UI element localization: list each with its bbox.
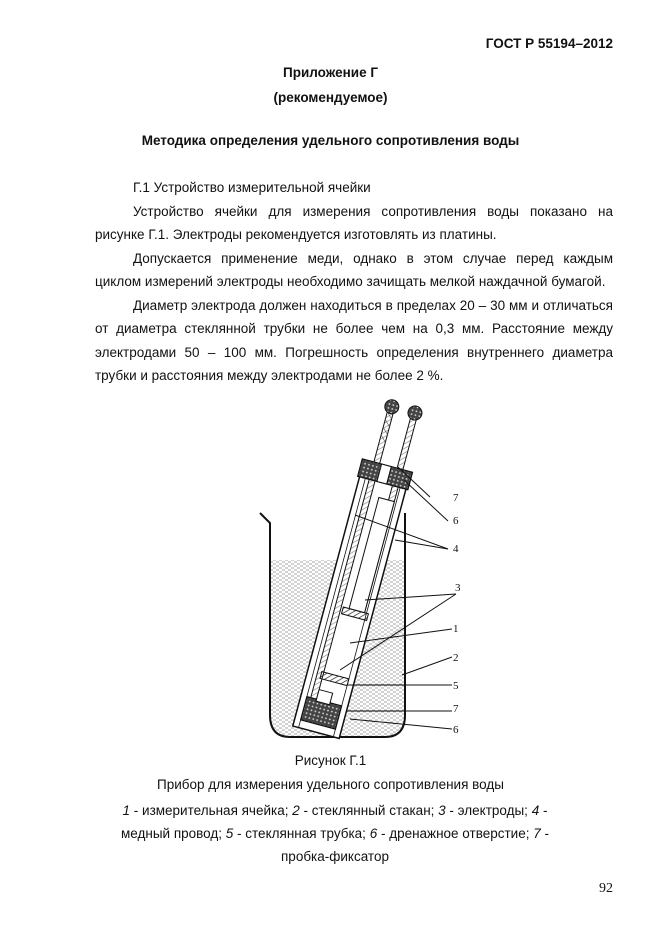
page-number: 92	[599, 881, 613, 896]
appendix-title: Приложение Г	[283, 65, 378, 80]
label-7-top: 7	[453, 492, 459, 504]
figure-legend	[105, 799, 565, 868]
paragraph-3: Диаметр электрода должен находиться в пределах 20 – 30 мм и отличаться от диаметра стеклянной трубки не более чем на 0,3 мм. Расстояние между электродами 50 – 100 мм. Погрешность определения внутреннего диаметра трубки и расстояния между электродами не более 2 %.	[95, 297, 613, 383]
appendix-heading: Методика определения удельного сопротивления воды	[141, 133, 520, 148]
figure-number: Рисунок Г.1	[294, 753, 367, 768]
document-code: ГОСТ Р 55194–2012	[485, 36, 613, 51]
label-7-bottom: 7	[453, 703, 459, 715]
label-4: 4	[453, 543, 459, 555]
figure-measuring-cell	[180, 385, 490, 750]
label-2: 2	[453, 652, 459, 664]
appendix-status: (рекомендуемое)	[273, 90, 388, 105]
legend-item-5: 5 - стеклянная трубка;	[225, 826, 370, 841]
legend-item-2: 2 - стеклянный стакан;	[292, 803, 439, 818]
figure-title: Прибор для измерения удельного сопротивления воды	[157, 777, 504, 792]
section-title: Г.1 Устройство измерительной ячейки	[133, 180, 371, 195]
label-6-top: 6	[453, 515, 459, 527]
legend-item-1: 1 - измерительная ячейка;	[122, 803, 293, 818]
legend-item-6: 6 - дренажное отверстие;	[369, 826, 534, 841]
label-6-bottom: 6	[453, 724, 459, 736]
legend-item-7: 7 - пробка-фиксатор	[281, 826, 549, 864]
paragraph-1: Устройство ячейки для измерения сопротивления воды показано на рисунке Г.1. Электроды рекомендуется изготовлять из платины.	[95, 203, 613, 242]
legend-item-4: 4 - медный провод;	[121, 803, 548, 841]
paragraph-2: Допускается применение меди, однако в этом случае перед каждым циклом измерений электроды необходимо зачищать мелкой наждачной бумагой.	[95, 250, 613, 289]
legend-item-3: 3 - электроды;	[438, 803, 532, 818]
label-1: 1	[453, 623, 459, 635]
label-3: 3	[455, 582, 461, 594]
body-text	[95, 176, 613, 388]
label-5: 5	[453, 680, 459, 692]
